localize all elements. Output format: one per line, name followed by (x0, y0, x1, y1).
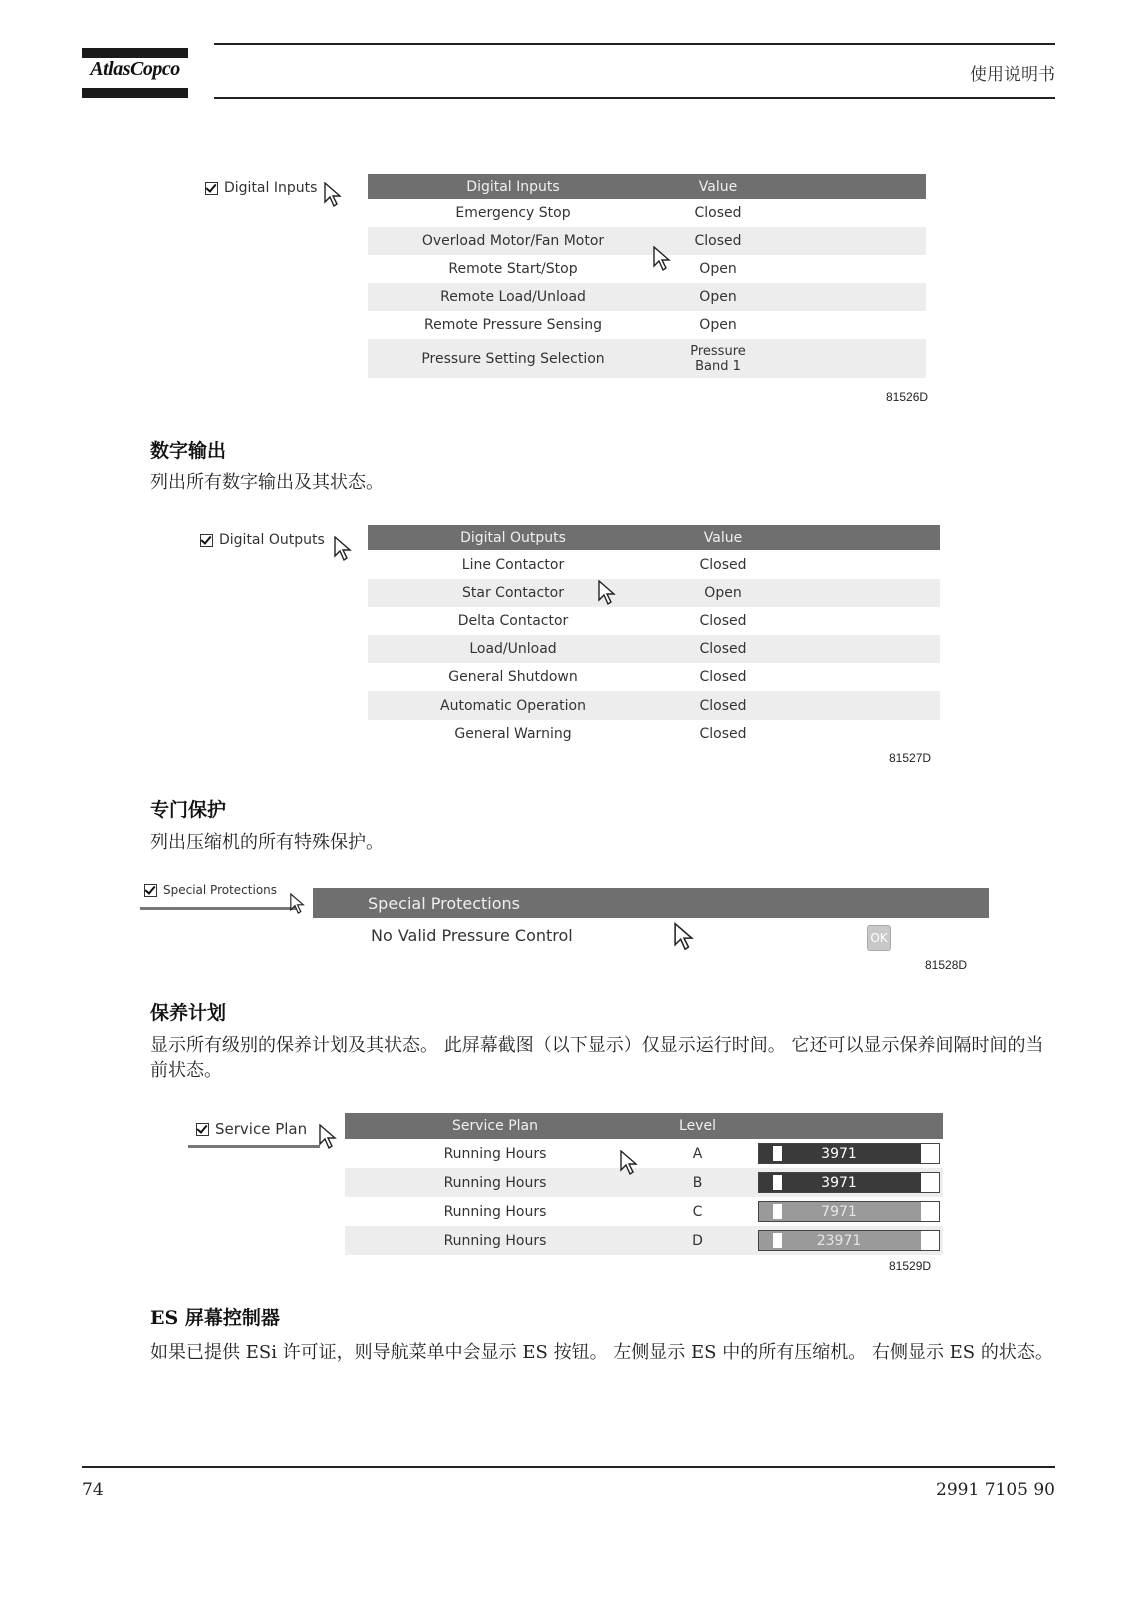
output-value: Closed (699, 669, 747, 685)
table-row (368, 227, 926, 255)
output-name: Load/Unload (469, 641, 557, 657)
figure-id: 81528D (925, 958, 968, 972)
service-plan-name: Running Hours (443, 1145, 547, 1162)
active-indicator (188, 1145, 320, 1148)
section-text: 如果已提供 ESi 许可证，则导航菜单中会显示 ES 按钮。 左侧显示 ES 中的所有压缩机。 右侧显示 ES 的状态。 (150, 1342, 1053, 1363)
table-row (368, 607, 940, 635)
mouse-cursor-icon (674, 922, 694, 952)
table-row (368, 339, 926, 378)
logo-text: AtlasCopco (90, 58, 180, 80)
output-name: General Warning (454, 726, 572, 742)
input-name: Pressure Setting Selection (421, 350, 605, 367)
table-row (368, 579, 940, 607)
table-row (368, 199, 926, 227)
table-header (368, 525, 940, 550)
output-value: Closed (699, 697, 747, 714)
special-protections-checkbox[interactable] (144, 883, 277, 897)
service-plan-name: Running Hours (443, 1174, 547, 1191)
output-name: Line Contactor (461, 556, 565, 573)
figure-id: 81526D (886, 390, 929, 404)
section-text: 列出所有数字输出及其状态。 (150, 472, 384, 493)
digital-outputs-table (368, 525, 940, 750)
table-row (368, 720, 940, 748)
input-value: Open (699, 261, 737, 277)
header-title: 使用说明书 (970, 65, 1055, 85)
service-plan-level: A (692, 1145, 703, 1162)
input-value: Open (699, 317, 737, 333)
mouse-cursor-icon (653, 246, 671, 272)
panel-header (313, 888, 989, 918)
progress-value: 7971 (821, 1203, 857, 1220)
figure-id: 81527D (889, 751, 932, 765)
input-name: Remote Load/Unload (440, 289, 586, 305)
table-row (368, 663, 940, 691)
table-header (345, 1113, 943, 1139)
progress-value: 23971 (816, 1232, 862, 1249)
checkbox-label: Service Plan (215, 1120, 308, 1138)
progress-bar (758, 1143, 940, 1164)
progress-bar (758, 1230, 940, 1251)
service-plan-table (345, 1113, 943, 1257)
table-row (368, 311, 926, 339)
service-plan-name: Running Hours (443, 1232, 547, 1249)
table-row (345, 1168, 943, 1197)
table-row (368, 550, 940, 579)
service-plan-level: D (692, 1232, 703, 1249)
table-row (345, 1226, 943, 1255)
input-name: Overload Motor/Fan Motor (421, 233, 605, 249)
active-indicator (140, 907, 296, 910)
mouse-cursor-icon (290, 893, 305, 915)
service-plan-checkbox[interactable] (196, 1120, 307, 1138)
mouse-cursor-icon (319, 1124, 337, 1150)
column-header: Value (698, 178, 738, 195)
table-row (368, 283, 926, 311)
header-bottom-rule (214, 97, 1055, 99)
service-plan-name: Running Hours (443, 1203, 547, 1220)
column-header: Level (679, 1118, 716, 1134)
mouse-cursor-icon (598, 580, 616, 606)
input-value: Closed (694, 205, 742, 221)
protection-item: No Valid Pressure Control (371, 925, 573, 945)
table-row (368, 255, 926, 283)
document-number: 2991 7105 90 (936, 1480, 1055, 1500)
output-value: Closed (699, 613, 747, 629)
service-plan-level: B (692, 1174, 703, 1191)
output-value: Open (704, 585, 742, 601)
panel-header-label: Special Protections (368, 893, 521, 913)
output-name: Star Contactor (462, 585, 564, 601)
section-text: 列出压缩机的所有特殊保护。 (150, 832, 384, 853)
mouse-cursor-icon (324, 182, 342, 208)
ok-button[interactable]: OK (867, 925, 891, 951)
output-value: Closed (699, 641, 747, 657)
output-name: General Shutdown (448, 669, 578, 685)
column-header: Digital Outputs (460, 529, 566, 546)
header-top-rule (214, 43, 1055, 45)
mouse-cursor-icon (620, 1150, 638, 1176)
column-header: Value (703, 529, 743, 546)
progress-bar (758, 1201, 940, 1222)
service-plan-level: C (692, 1203, 703, 1220)
input-value: Open (699, 289, 737, 305)
page-number: 74 (82, 1480, 104, 1500)
digital-outputs-checkbox[interactable] (200, 532, 325, 548)
section-heading: 数字输出 (150, 440, 227, 462)
section-heading: 专门保护 (150, 799, 227, 821)
checkbox-icon (205, 182, 218, 195)
input-value: Pressure Band 1 (690, 343, 746, 374)
checkbox-icon (200, 534, 213, 547)
output-name: Delta Contactor (457, 613, 569, 629)
table-row (368, 635, 940, 663)
figure-id: 81529D (889, 1259, 932, 1273)
progress-bar (758, 1172, 940, 1193)
column-header: Service Plan (452, 1118, 538, 1134)
table-row (345, 1197, 943, 1226)
input-name: Remote Pressure Sensing (423, 317, 602, 333)
input-value: Closed (694, 233, 742, 249)
checkbox-label: Digital Outputs (219, 532, 325, 548)
table-row (368, 691, 940, 720)
table-header (368, 174, 926, 199)
checkbox-label: Digital Inputs (224, 180, 318, 196)
output-value: Closed (699, 556, 747, 573)
table-row (345, 1139, 943, 1168)
output-name: Automatic Operation (440, 697, 586, 714)
column-header: Digital Inputs (466, 178, 560, 195)
digital-inputs-checkbox[interactable] (205, 180, 317, 196)
mouse-cursor-icon (334, 536, 352, 562)
input-name: Remote Start/Stop (448, 261, 578, 277)
checkbox-label: Special Protections (163, 883, 278, 897)
checkbox-icon (196, 1123, 209, 1136)
checkbox-icon (144, 884, 157, 897)
section-heading: 保养计划 (150, 1002, 227, 1024)
progress-value: 3971 (821, 1145, 857, 1162)
output-value: Closed (699, 726, 747, 742)
footer-rule (82, 1466, 1055, 1468)
progress-value: 3971 (821, 1174, 857, 1191)
digital-inputs-table (368, 174, 926, 378)
input-name: Emergency Stop (455, 205, 571, 221)
section-text: 显示所有级别的保养计划及其状态。 此屏幕截图（以下显示）仅显示运行时间。 它还可以显示保养间隔时间的当前状态。 (150, 1035, 1044, 1081)
section-heading: ES 屏幕控制器 (150, 1307, 280, 1329)
